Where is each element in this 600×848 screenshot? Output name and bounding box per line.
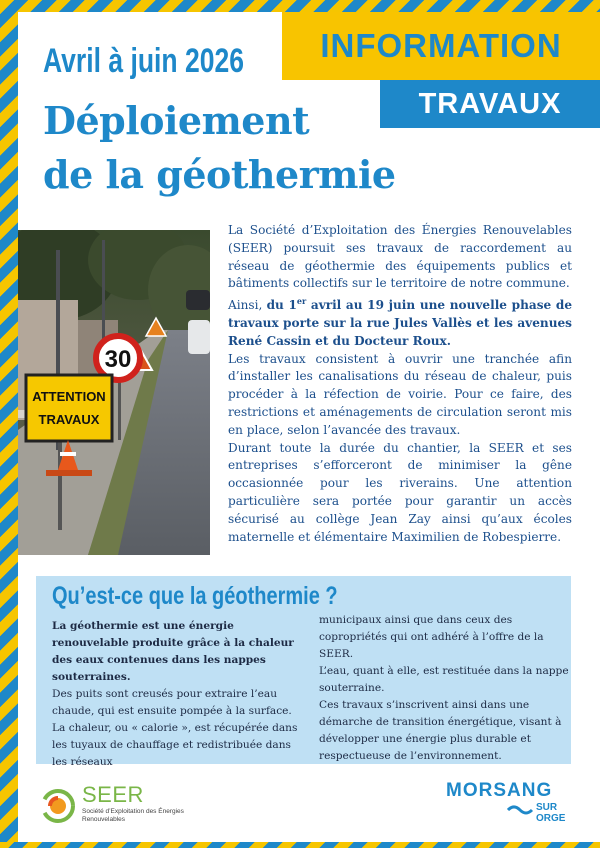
seer-subtitle: Société d’Exploitation des Énergies Renouvelables (82, 808, 184, 823)
paragraph-dates-lead: Ainsi, (228, 298, 267, 313)
morsang-orge: ORGE (536, 813, 566, 824)
morsang-name: MORSANG (446, 780, 553, 801)
paragraph-dates (228, 293, 572, 350)
info-lead-bold: La géothermie est une énergie renouvelable produite grâce à la chaleur des eaux contenues dans les nappes souterraines. (52, 620, 294, 683)
article-body (228, 222, 572, 546)
roadworks-photo-illustration (18, 230, 210, 555)
paragraph-duration: Durant toute la durée du chantier, la SEER et ses entreprises s’efforceront de minimiser la gêne occasionnée pour les riverains. Une attention particulière sera portée pour garantir un accès sécurisé au collège Jean Zay ainsi qu’aux écoles maternelle et élémentaire Maximilien de Robespierre. (228, 440, 572, 544)
seer-logo (40, 780, 200, 830)
speed-limit-value: 30 (104, 346, 132, 373)
attention-sign-line2: TRAVAUX (38, 412, 100, 427)
striped-border-top (0, 0, 600, 12)
morsang-sur: SUR (536, 802, 558, 813)
info-left-text: Des puits sont creusés pour extraire l’eau chaude, qui est ensuite pompée à la surface. La chaleur, ou « calorie », est récupérée dans les tuyaux de chauffage et redistribuée dans les réseaux (52, 688, 298, 768)
page-title-line1: Déploiement (43, 98, 310, 143)
travaux-label: TRAVAUX (418, 87, 562, 120)
info-box-title: Qu’est-ce que la géothermie ? (52, 582, 338, 610)
info-right-p3: Ces travaux s’inscrivent ainsi dans une démarche de transition énergétique, visant à développer une énergie plus durable et respectueuse de l’environnement. (319, 699, 562, 762)
dates-sup: er (296, 296, 307, 307)
travaux-banner (380, 80, 600, 128)
seer-emblem-icon (40, 788, 76, 824)
seer-name: SEER (82, 782, 144, 807)
info-column-right (319, 612, 569, 765)
wave-icon (506, 804, 534, 816)
info-column-left (52, 618, 302, 771)
dates-bold-b: avril au 19 juin une nouvelle phase de travaux porte sur la rue Jules Vallès et les avenues René Cassin et du Docteur Roux. (228, 298, 573, 348)
dates-bold-a: du 1 (266, 298, 297, 313)
page-title-line2: de la géothermie (43, 152, 396, 197)
info-right-p1: municipaux ainsi que dans ceux des copropriétés qui ont adhéré à l’offre de la SEER. (319, 614, 544, 660)
striped-border-left (0, 0, 18, 848)
information-label: INFORMATION (320, 27, 562, 64)
info-right-p2: L’eau, quant à elle, est restituée dans la nappe souterraine. (319, 665, 569, 694)
information-banner (282, 12, 600, 80)
date-range: Avril à juin 2026 (43, 42, 244, 80)
morsang-suffix (536, 802, 565, 824)
striped-border-bottom (0, 842, 600, 848)
paragraph-works: Les travaux consistent à ouvrir une tranchée afin d’installer les canalisations du réseau de chaleur, puis procéder à la réfection de voirie. Pour ce faire, des restrictions et aménagements de circulation seront mis en place, selon l’avancée des travaux. (228, 351, 572, 437)
geothermie-info-box (36, 576, 571, 768)
paragraph-intro: La Société d’Exploitation des Énergies Renouvelables (SEER) poursuit ses travaux de raccordement au réseau de géothermie des équipements publics et bâtiments collectifs sur le territoire de notre commune. (228, 223, 572, 291)
roadworks-photo (18, 230, 210, 555)
morsang-logo (446, 780, 576, 834)
attention-sign-line1: ATTENTION (32, 389, 106, 404)
